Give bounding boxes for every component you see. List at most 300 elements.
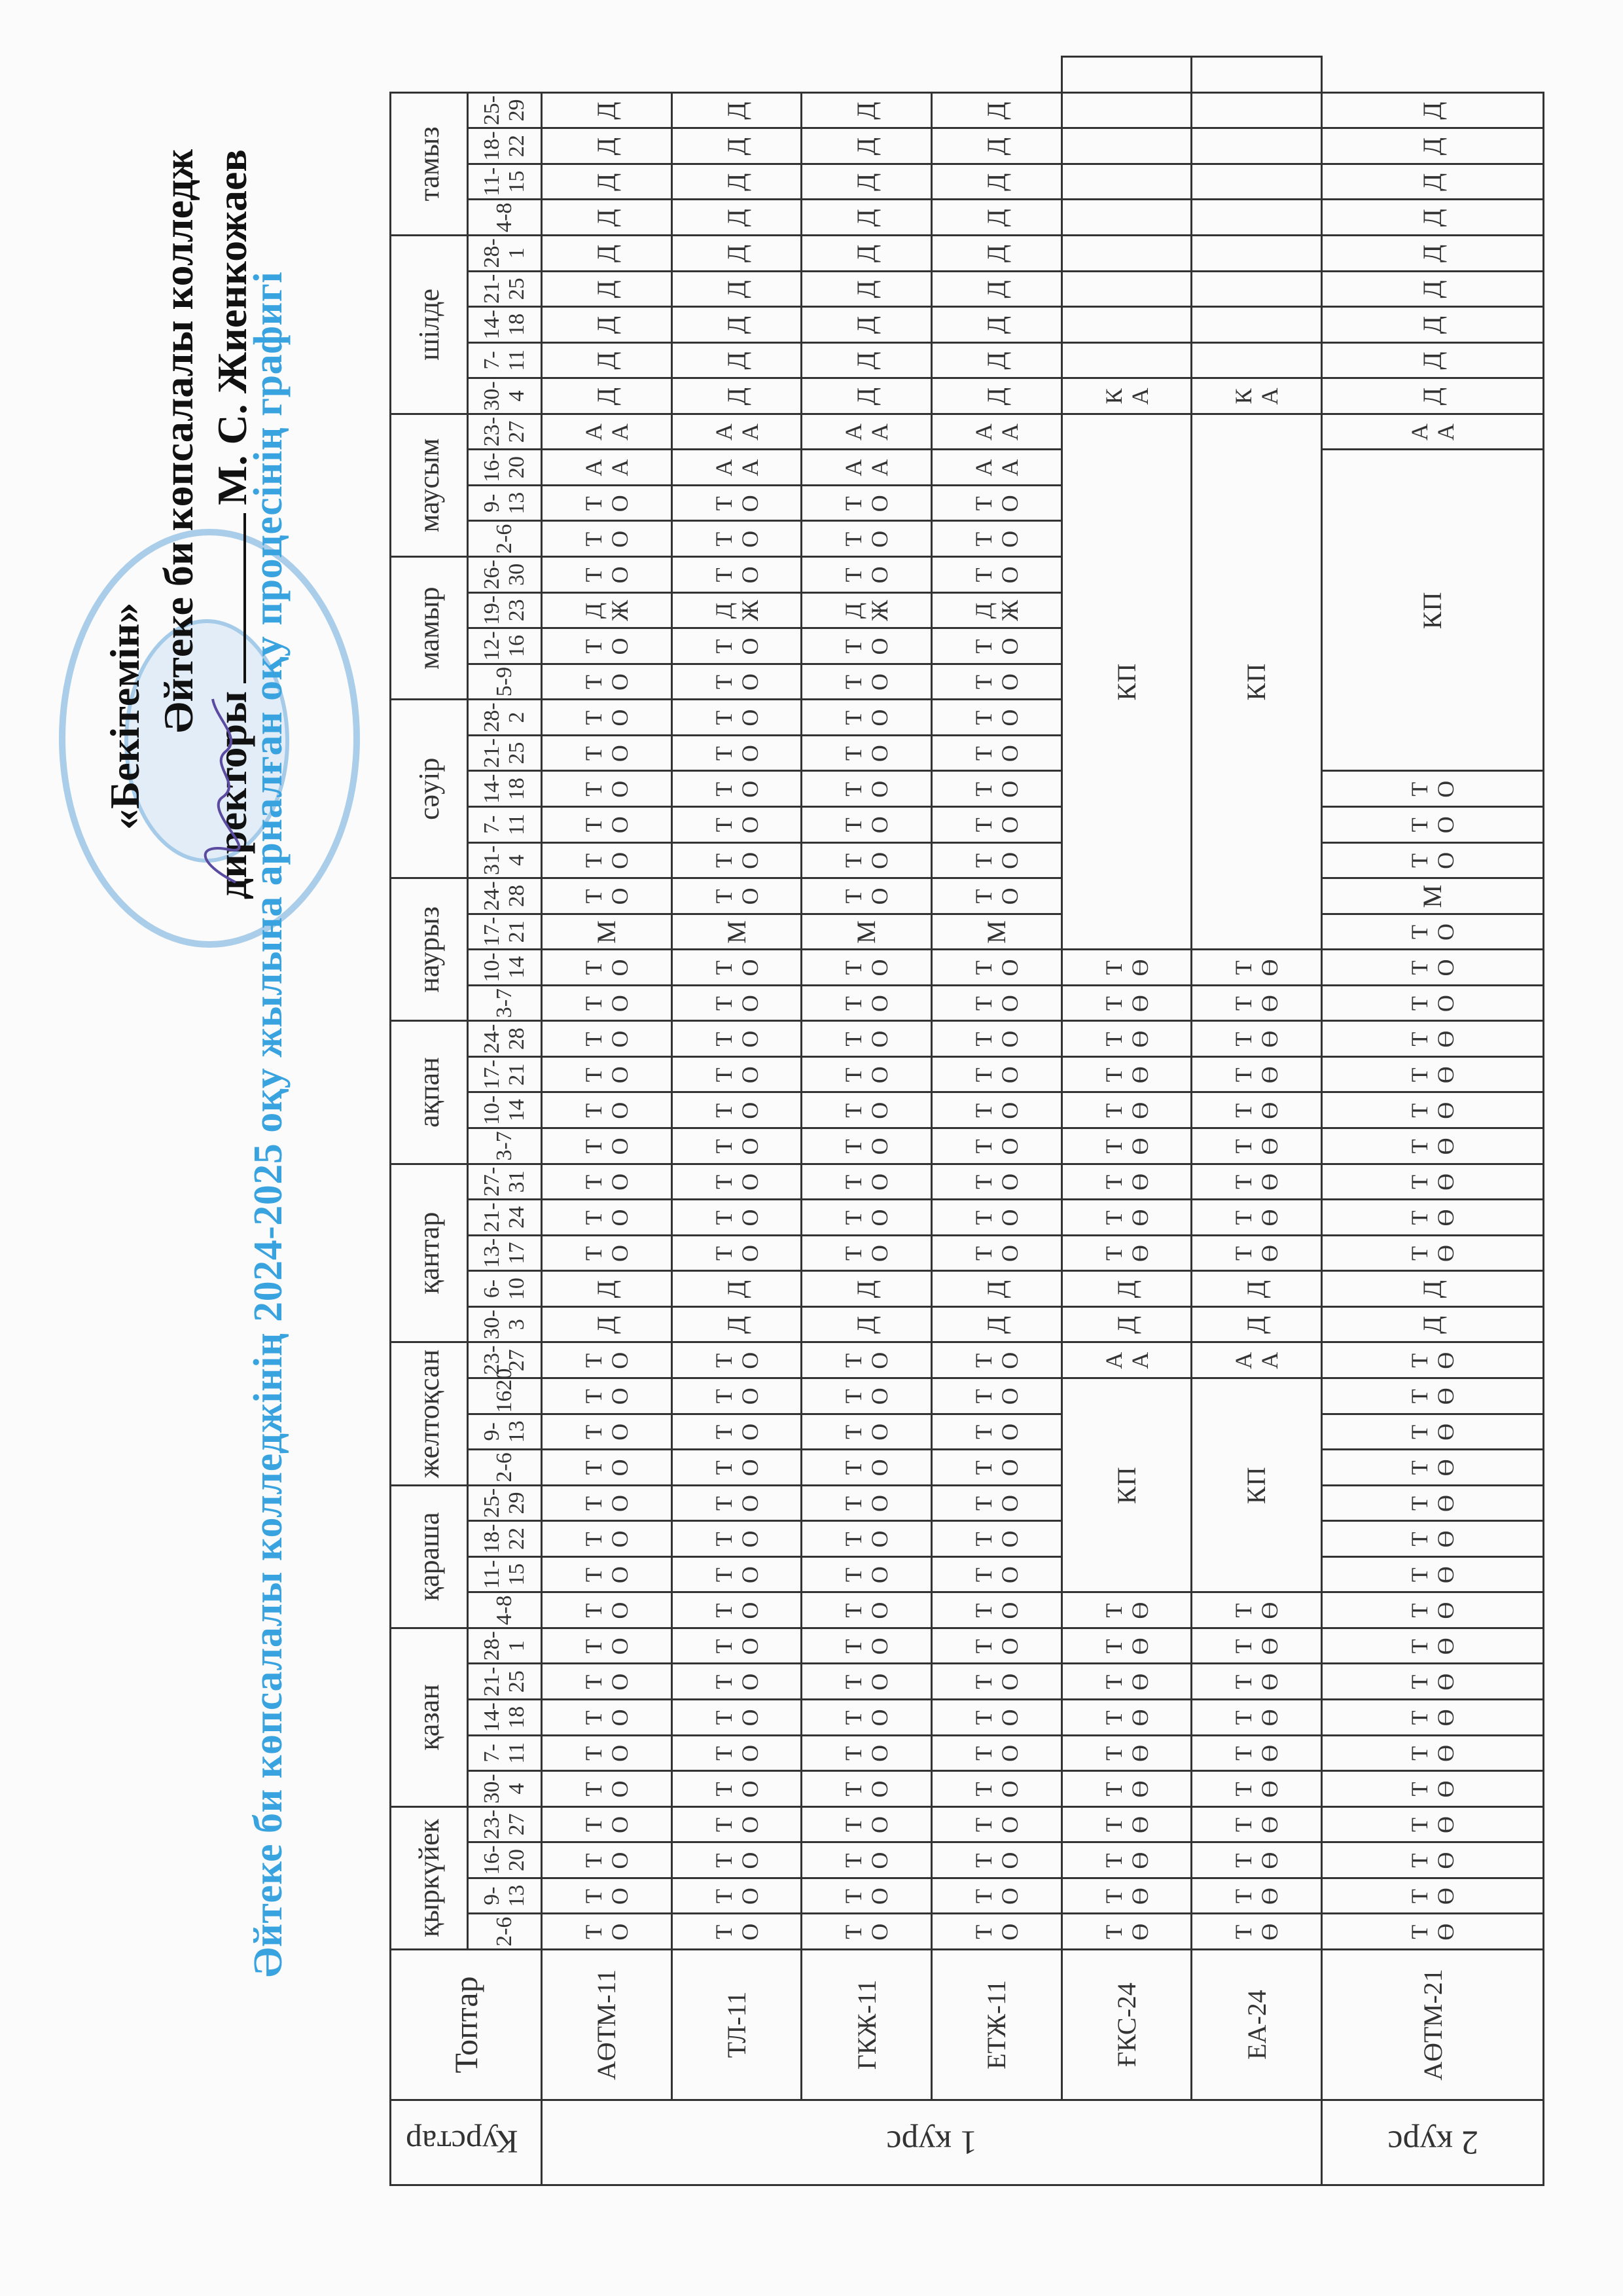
schedule-cell: Т О (542, 1235, 672, 1271)
schedule-cell: Т Ө (1192, 1914, 1322, 1950)
schedule-cell: Д (1061, 1306, 1192, 1342)
schedule-cell: Т О (932, 1056, 1062, 1092)
week-header: 13-17 (468, 1235, 542, 1271)
schedule-cell: Д (802, 236, 932, 272)
week-header: 18-22 (468, 1521, 542, 1557)
schedule-cell: Д (671, 200, 802, 236)
schedule-cell: Т О (671, 1806, 802, 1842)
schedule-cell: Т О (802, 1878, 932, 1914)
schedule-cell: Т О (671, 1378, 802, 1414)
schedule-cell: Д (1322, 271, 1544, 307)
schedule-cell: Т Ө (1192, 1092, 1322, 1128)
schedule-cell: Т Ө (1061, 1128, 1192, 1164)
schedule-cell (1192, 164, 1322, 200)
schedule-cell: Т Ө (1061, 1235, 1192, 1271)
week-header: 3-7 (468, 1128, 542, 1164)
course-label: 1 курс (542, 2100, 1322, 2185)
schedule-cell: Т О (671, 700, 802, 736)
schedule-cell: Т О (932, 1556, 1062, 1592)
schedule-cell: А А (1061, 1342, 1192, 1378)
schedule-cell: Т О (671, 1485, 802, 1521)
schedule-cell: Т О (671, 807, 802, 843)
schedule-cell: Т Ө (1061, 1592, 1192, 1628)
month-header: қазан (391, 1628, 468, 1806)
schedule-cell: Т О (1322, 914, 1544, 950)
schedule-cell: Т Ө (1322, 1414, 1544, 1450)
schedule-cell: Д (1061, 1271, 1192, 1307)
approval-college: Әйтеке би көпсалалы колледж (155, 149, 202, 733)
week-header: 23-27 (468, 414, 542, 450)
courses-header: Курстар (391, 2100, 542, 2185)
schedule-cell: Д (1322, 307, 1544, 343)
schedule-cell: Т Ө (1192, 1628, 1322, 1664)
schedule-cell: КП (1192, 1378, 1322, 1592)
schedule-cell: Т Ө (1322, 1021, 1544, 1057)
schedule-cell: Д (542, 236, 672, 272)
schedule-cell: Т Ө (1061, 950, 1192, 986)
schedule-cell: А А (1192, 1342, 1322, 1378)
schedule-cell: Д (1192, 1271, 1322, 1307)
group-name: АӨТМ-21 (1322, 1950, 1544, 2100)
schedule-cell: Т О (802, 1735, 932, 1771)
schedule-cell: Т О (932, 878, 1062, 914)
schedule-cell: Т Ө (1192, 1806, 1322, 1842)
schedule-cell: Т Ө (1322, 1521, 1544, 1557)
week-header: 14-18 (468, 1700, 542, 1736)
schedule-cell (1061, 128, 1192, 164)
month-header: тамыз (391, 92, 468, 235)
schedule-cell: Т О (802, 1592, 932, 1628)
schedule-cell: Т О (542, 1842, 672, 1878)
week-header: 25-29 (468, 1485, 542, 1521)
schedule-cell: Т О (932, 1700, 1062, 1736)
schedule-cell: Т Ө (1192, 1021, 1322, 1057)
schedule-cell: Т О (671, 985, 802, 1021)
schedule-cell: Т О (802, 1771, 932, 1807)
group-name: ТЛ-11 (671, 1950, 802, 2100)
schedule-cell: Т О (671, 1056, 802, 1092)
schedule-cell: Т Ө (1061, 985, 1192, 1021)
schedule-cell: Т О (802, 1700, 932, 1736)
schedule-cell: Т Ө (1322, 1700, 1544, 1736)
schedule-cell: Т О (802, 1342, 932, 1378)
schedule-cell: Т О (1322, 807, 1544, 843)
schedule-cell: Т О (1322, 771, 1544, 807)
week-header: 16-20 (468, 450, 542, 486)
group-row (671, 57, 802, 2185)
month-header: маусым (391, 414, 468, 556)
week-header: 25-29 (468, 92, 542, 128)
schedule-cell: Т О (802, 1842, 932, 1878)
schedule-cell: Т Ө (1061, 1628, 1192, 1664)
week-header: 21-25 (468, 1664, 542, 1700)
schedule-cell: Т Ө (1322, 1771, 1544, 1807)
schedule-cell: Д (1322, 128, 1544, 164)
schedule-cell: Т О (542, 1556, 672, 1592)
schedule-cell: Т О (542, 1914, 672, 1950)
schedule-cell: Т О (932, 557, 1062, 593)
week-header: 30-4 (468, 1771, 542, 1807)
schedule-cell: Т О (671, 1414, 802, 1450)
schedule-cell: Т О (671, 521, 802, 557)
schedule-cell: Т Ө (1192, 1235, 1322, 1271)
schedule-cell: Д (1322, 92, 1544, 128)
week-header: 5-9 (468, 664, 542, 700)
week-header: 18-22 (468, 128, 542, 164)
schedule-cell: Д (802, 164, 932, 200)
schedule-cell: Т О (542, 950, 672, 986)
schedule-cell: Т О (932, 485, 1062, 521)
schedule-cell: Д (932, 1306, 1062, 1342)
schedule-cell: Т Ө (1192, 1164, 1322, 1200)
group-row (1061, 57, 1192, 2185)
schedule-cell: Т О (932, 1664, 1062, 1700)
schedule-cell: К А (1061, 378, 1192, 414)
week-header: 16-20 (468, 1842, 542, 1878)
schedule-cell (1192, 342, 1322, 378)
schedule-cell: Т О (932, 1521, 1062, 1557)
week-header: 24-28 (468, 1021, 542, 1057)
schedule-cell: Д (542, 1271, 672, 1307)
week-header: 2-6 (468, 1450, 542, 1486)
month-header: қараша (391, 1485, 468, 1628)
schedule-cell: Д (542, 342, 672, 378)
schedule-cell: Т О (671, 1342, 802, 1378)
week-header: 7-11 (468, 1735, 542, 1771)
schedule-cell: Т О (932, 735, 1062, 771)
schedule-cell: Т Ө (1061, 1092, 1192, 1128)
week-header: 17-21 (468, 914, 542, 950)
schedule-cell: Т Ө (1322, 1592, 1544, 1628)
approval-heading: «Бекітемін» (101, 602, 148, 830)
schedule-cell: Т О (671, 1592, 802, 1628)
schedule-cell (1061, 236, 1192, 272)
schedule-cell: Т О (932, 1378, 1062, 1414)
schedule-cell: Т О (802, 1914, 932, 1950)
schedule-cell: Д (932, 342, 1062, 378)
schedule-cell: Д (932, 271, 1062, 307)
schedule-cell: Т О (542, 1735, 672, 1771)
schedule-cell: Т О (542, 807, 672, 843)
schedule-cell: Т О (802, 1378, 932, 1414)
schedule-cell: Т Ө (1061, 1164, 1192, 1200)
weeks-header-row (468, 57, 542, 2185)
week-header: 11-15 (468, 1556, 542, 1592)
week-header: 4-8 (468, 1592, 542, 1628)
schedule-cell: Т О (932, 1128, 1062, 1164)
schedule-cell: Т О (932, 628, 1062, 664)
schedule-cell: Д (1322, 236, 1544, 272)
schedule-cell: Т О (932, 1592, 1062, 1628)
schedule-cell: Д (802, 1306, 932, 1342)
week-header: 10-14 (468, 950, 542, 986)
schedule-cell: Т О (671, 1128, 802, 1164)
schedule-cell: Д (1322, 1271, 1544, 1307)
schedule-cell: Т О (542, 842, 672, 878)
schedule-cell: Т О (671, 735, 802, 771)
schedule-cell: Д (932, 378, 1062, 414)
schedule-cell: КП (1192, 414, 1322, 949)
schedule-cell: Т Ө (1322, 1842, 1544, 1878)
schedule-cell: Д (802, 271, 932, 307)
schedule-cell: Т О (671, 1021, 802, 1057)
schedule-cell: Т Ө (1322, 1806, 1544, 1842)
schedule-cell (1061, 200, 1192, 236)
schedule-cell: Т О (542, 700, 672, 736)
schedule-cell: Д (671, 307, 802, 343)
schedule-cell: Т Ө (1192, 1200, 1322, 1236)
schedule-cell: Т О (671, 1771, 802, 1807)
schedule-cell: Т О (802, 1628, 932, 1664)
schedule-cell: Т Ө (1061, 1664, 1192, 1700)
week-header: 21-24 (468, 1200, 542, 1236)
schedule-cell: Д (932, 200, 1062, 236)
week-header: 12-16 (468, 628, 542, 664)
schedule-cell: Т Ө (1322, 1914, 1544, 1950)
schedule-cell: Т Ө (1192, 1771, 1322, 1807)
schedule-cell: Т О (542, 1414, 672, 1450)
group-row (1192, 57, 1322, 2185)
schedule-cell (1192, 128, 1322, 164)
month-header: ақпан (391, 1021, 468, 1164)
schedule-cell: Т Ө (1322, 1056, 1544, 1092)
week-header: 26-30 (468, 557, 542, 593)
schedule-cell: Д (542, 307, 672, 343)
group-name: ЕТЖ-11 (932, 1950, 1062, 2100)
schedule-cell (1192, 271, 1322, 307)
schedule-cell: Т О (802, 1521, 932, 1557)
schedule-cell: Д (932, 236, 1062, 272)
schedule-cell: Д (542, 200, 672, 236)
schedule-cell: Т Ө (1322, 1664, 1544, 1700)
schedule-cell: Т О (671, 842, 802, 878)
schedule-cell: Д (1322, 342, 1544, 378)
schedule-cell: А А (542, 450, 672, 486)
schedule-cell: Т О (802, 807, 932, 843)
schedule-cell: Т О (802, 557, 932, 593)
schedule-cell: Т О (802, 735, 932, 771)
schedule-cell: Д (932, 307, 1062, 343)
week-header: 4-8 (468, 200, 542, 236)
schedule-cell: Т Ө (1322, 1200, 1544, 1236)
schedule-cell: Т Ө (1322, 1378, 1544, 1414)
schedule-cell: Т О (932, 1200, 1062, 1236)
schedule-cell: Т О (671, 950, 802, 986)
schedule-cell: Т О (542, 1342, 672, 1378)
schedule-cell: Т О (802, 1450, 932, 1486)
schedule-cell: Д (802, 128, 932, 164)
schedule-cell: Т Ө (1322, 1342, 1544, 1378)
schedule-cell: Т О (802, 700, 932, 736)
schedule-cell: Т О (932, 807, 1062, 843)
group-name: АӨТМ-11 (542, 1950, 672, 2100)
schedule-cell: Т О (542, 1628, 672, 1664)
schedule-cell: Т Ө (1322, 1128, 1544, 1164)
schedule-cell: Т Ө (1061, 1700, 1192, 1736)
schedule-cell: Т Ө (1192, 1664, 1322, 1700)
schedule-cell: Т О (932, 1235, 1062, 1271)
week-header: 28-1 (468, 236, 542, 272)
schedule-cell: Т О (671, 664, 802, 700)
approval-director-name: М. С. Жиенкожаев (209, 149, 255, 505)
schedule-cell: Т О (932, 700, 1062, 736)
schedule-cell: Т О (671, 878, 802, 914)
schedule-cell: Д (932, 92, 1062, 128)
schedule-cell (1192, 92, 1322, 128)
schedule-cell: Т Ө (1061, 1914, 1192, 1950)
schedule-cell: Т О (932, 1735, 1062, 1771)
month-header: желтоқсан (391, 1342, 468, 1485)
week-header: 9-13 (468, 1414, 542, 1450)
group-name: ГКЖ-11 (802, 1950, 932, 2100)
schedule-cell: Т О (932, 1164, 1062, 1200)
schedule-cell: Т О (932, 1092, 1062, 1128)
schedule-cell: Т О (1322, 842, 1544, 878)
schedule-cell: Т О (542, 664, 672, 700)
week-header: 14-18 (468, 771, 542, 807)
schedule-cell: А А (802, 450, 932, 486)
schedule-cell: Т О (802, 1021, 932, 1057)
course-label: 2 курс (1322, 2100, 1544, 2185)
schedule-cell (1192, 236, 1322, 272)
week-header: 21-25 (468, 735, 542, 771)
schedule-cell: Д (542, 164, 672, 200)
week-header: 7-11 (468, 807, 542, 843)
schedule-cell: Т О (542, 1664, 672, 1700)
schedule-cell: Т О (802, 1128, 932, 1164)
schedule-cell: Т О (671, 1735, 802, 1771)
schedule-cell: Т Ө (1322, 1628, 1544, 1664)
schedule-table (389, 56, 1544, 2186)
schedule-cell: Т Ө (1061, 1735, 1192, 1771)
schedule-cell: Д (802, 342, 932, 378)
schedule-cell: А А (671, 414, 802, 450)
schedule-cell: Т Ө (1322, 1485, 1544, 1521)
schedule-cell (1061, 342, 1192, 378)
week-header: 28-1 (468, 1628, 542, 1664)
schedule-cell: Д (671, 342, 802, 378)
schedule-cell: Т Ө (1061, 1771, 1192, 1807)
schedule-cell: Т О (542, 735, 672, 771)
schedule-cell: Т О (671, 1235, 802, 1271)
schedule-body (542, 57, 1544, 2185)
group-row (802, 57, 932, 2185)
schedule-cell: Д (542, 92, 672, 128)
week-header: 2-6 (468, 521, 542, 557)
week-header: 1620 (468, 1378, 542, 1414)
schedule-cell: Т О (542, 1450, 672, 1486)
schedule-cell: Т О (542, 521, 672, 557)
schedule-cell: Т О (802, 771, 932, 807)
month-header: наурыз (391, 878, 468, 1021)
week-header: 28-2 (468, 700, 542, 736)
schedule-cell: Т О (932, 1878, 1062, 1914)
schedule-cell: Т О (542, 1056, 672, 1092)
schedule-cell: Д Ж (932, 592, 1062, 628)
schedule-cell: Т О (932, 771, 1062, 807)
schedule-cell: Т Ө (1322, 1556, 1544, 1592)
schedule-cell: Т Ө (1192, 1128, 1322, 1164)
schedule-cell: Д (671, 164, 802, 200)
schedule-cell: Т Ө (1061, 1842, 1192, 1878)
group-row (1322, 57, 1544, 2185)
week-header: 9-13 (468, 1878, 542, 1914)
schedule-cell: Д (542, 271, 672, 307)
schedule-cell: Т О (1322, 985, 1544, 1021)
schedule-cell: Д (542, 1306, 672, 1342)
schedule-cell: Т Ө (1192, 1735, 1322, 1771)
schedule-cell: Т О (542, 628, 672, 664)
month-header: мамыр (391, 557, 468, 700)
schedule-cell: Т О (802, 1164, 932, 1200)
schedule-cell: Д (1322, 378, 1544, 414)
schedule-cell: А А (1322, 414, 1544, 450)
schedule-cell: А А (542, 414, 672, 450)
schedule-cell: М (542, 914, 672, 950)
schedule-cell: Т О (802, 1092, 932, 1128)
schedule-cell: Т О (671, 1628, 802, 1664)
schedule-cell: Т О (542, 1092, 672, 1128)
schedule-cell (1192, 57, 1322, 93)
schedule-cell: Т Ө (1061, 1200, 1192, 1236)
schedule-cell: Т Ө (1192, 985, 1322, 1021)
schedule-cell: Т О (802, 1056, 932, 1092)
week-header: 30-3 (468, 1306, 542, 1342)
schedule-cell: Т О (542, 1378, 672, 1414)
schedule-cell: Т О (802, 1806, 932, 1842)
schedule-cell: Т О (802, 521, 932, 557)
handwritten-signature (190, 692, 249, 889)
schedule-cell: Т О (802, 664, 932, 700)
schedule-cell: Д (542, 128, 672, 164)
schedule-cell: Т О (542, 1164, 672, 1200)
schedule-cell: Д (542, 378, 672, 414)
schedule-cell: Д (802, 307, 932, 343)
schedule-cell: Т О (932, 1021, 1062, 1057)
schedule-cell: Д (1322, 164, 1544, 200)
approval-director-label: директоры (209, 691, 255, 900)
schedule-cell: Т О (542, 1128, 672, 1164)
schedule-cell: Т О (802, 842, 932, 878)
week-header: 21-25 (468, 271, 542, 307)
group-row (542, 57, 672, 2185)
schedule-cell: Т Ө (1192, 950, 1322, 986)
schedule-cell: Д (671, 128, 802, 164)
schedule-cell: Д (802, 200, 932, 236)
week-header: 31-4 (468, 842, 542, 878)
schedule-cell: Т О (802, 1235, 932, 1271)
schedule-cell (1061, 271, 1192, 307)
week-header: 27-31 (468, 1164, 542, 1200)
schedule-cell (1061, 92, 1192, 128)
schedule-cell: Т О (671, 1164, 802, 1200)
schedule-cell: Д (671, 378, 802, 414)
schedule-cell: Т О (542, 1806, 672, 1842)
schedule-cell: Т О (671, 1556, 802, 1592)
schedule-cell: Д (1322, 1306, 1544, 1342)
schedule-cell: Т О (802, 878, 932, 914)
schedule-cell: К А (1192, 378, 1322, 414)
schedule-cell: Т О (671, 557, 802, 593)
schedule-cell: Д Ж (802, 592, 932, 628)
schedule-cell: Т О (932, 1485, 1062, 1521)
schedule-cell: Т О (932, 664, 1062, 700)
schedule-cell: Т О (932, 842, 1062, 878)
schedule-cell: Д (802, 378, 932, 414)
schedule-cell (1061, 307, 1192, 343)
week-header: 24-28 (468, 878, 542, 914)
schedule-cell: Т О (932, 1342, 1062, 1378)
